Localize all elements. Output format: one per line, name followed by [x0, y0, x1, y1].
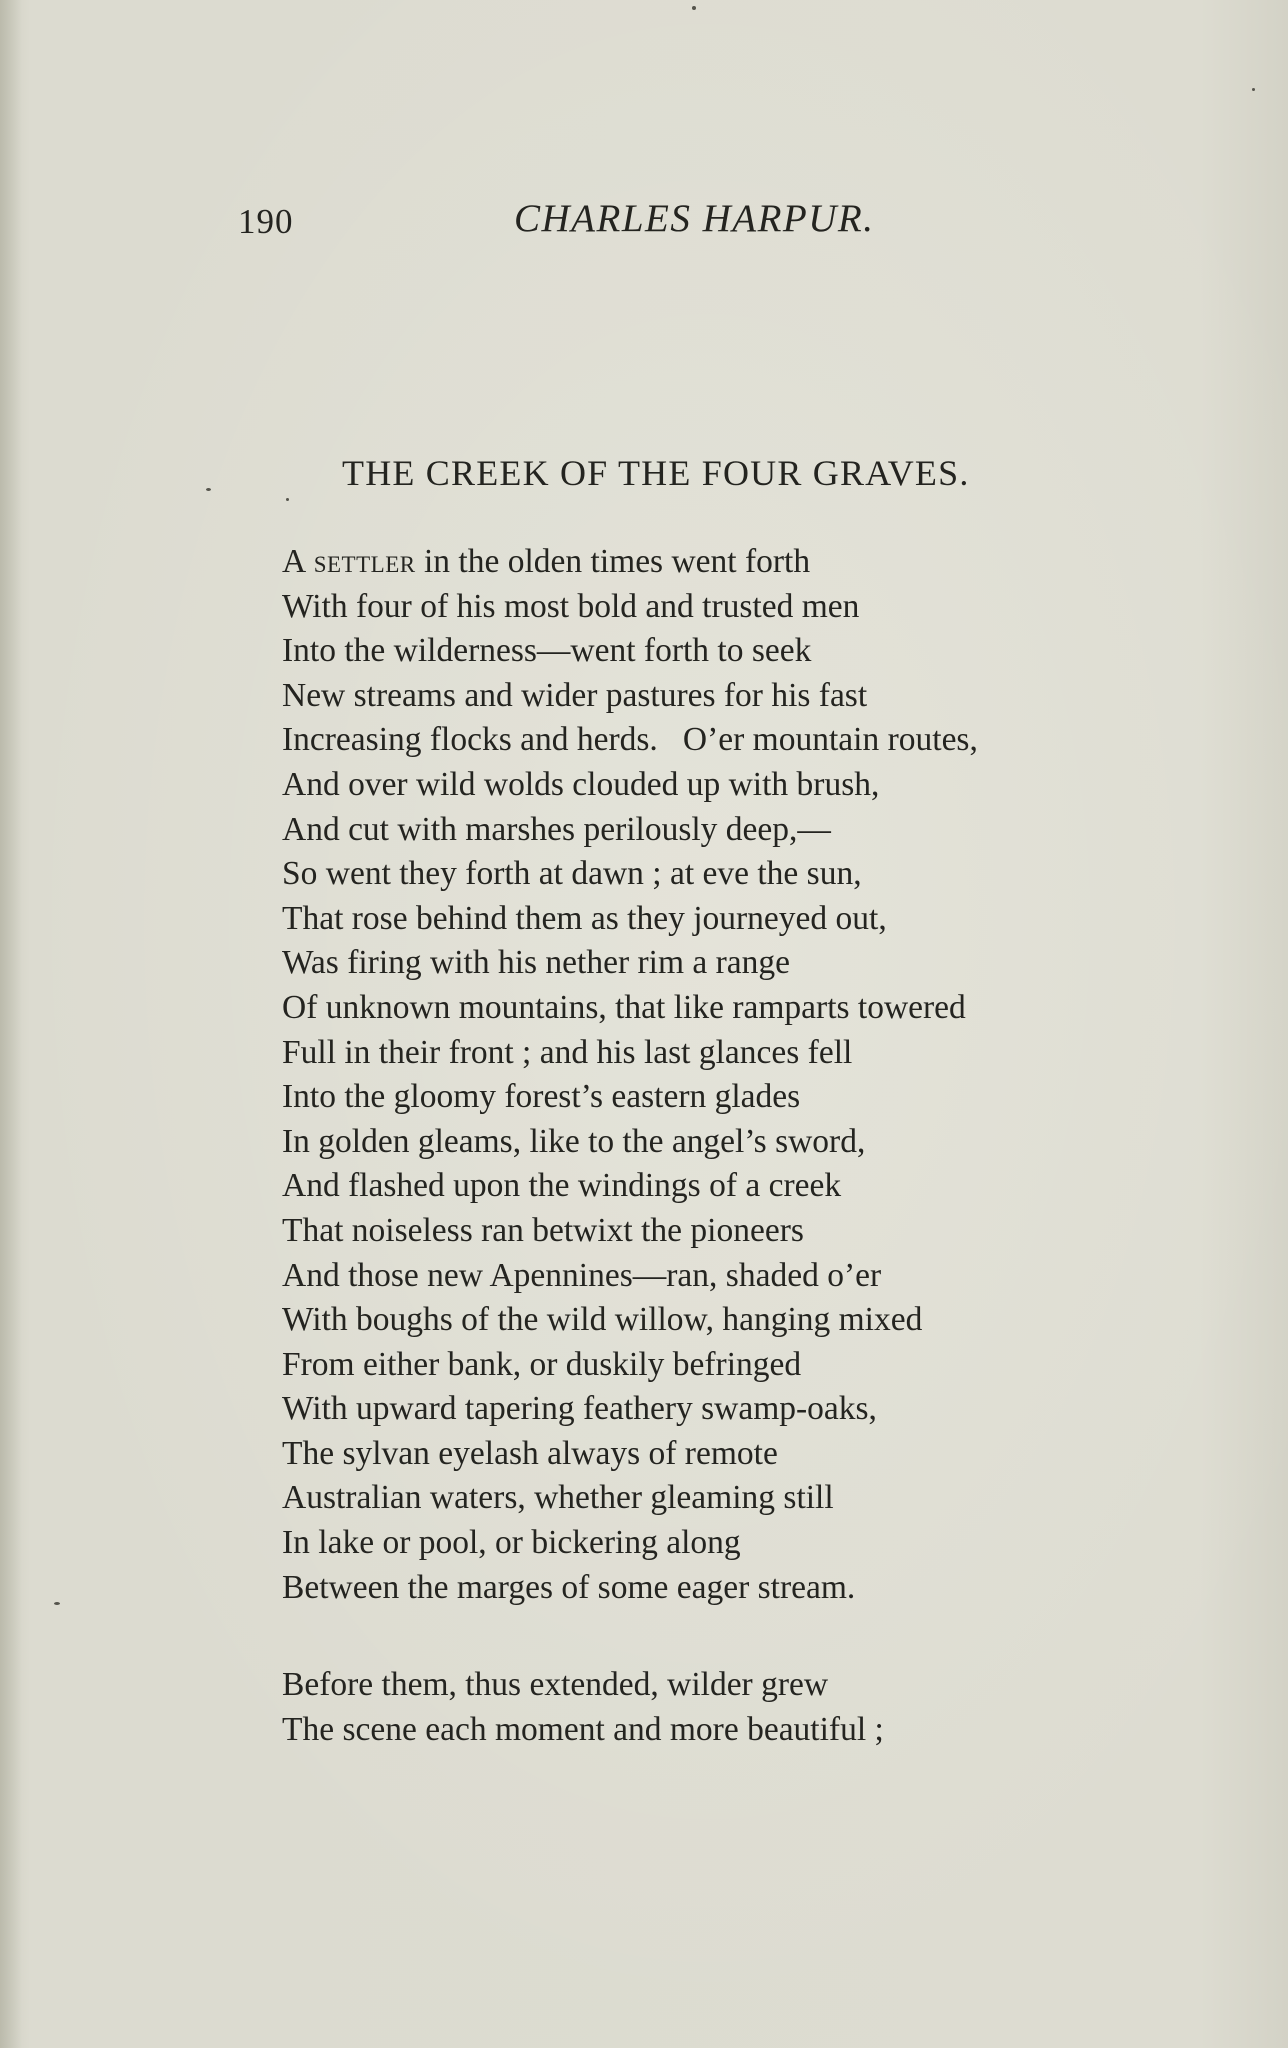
poem-line: Before them, thus extended, wilder grew	[282, 1666, 829, 1704]
poem-line: New streams and wider pastures for his fast	[282, 676, 868, 714]
poem-line: With boughs of the wild willow, hanging mixed	[282, 1301, 923, 1339]
paper-speck	[1252, 88, 1255, 91]
page-number: 190	[238, 202, 294, 241]
poem-line: From either bank, or duskily befringed	[282, 1345, 802, 1383]
running-title: CHARLES HARPUR.	[514, 197, 875, 240]
opening-small-caps: A settler	[282, 543, 416, 580]
poem-line: And flashed upon the windings of a creek	[282, 1167, 842, 1205]
running-head	[0, 196, 1288, 256]
stanza-2	[282, 1663, 1242, 1752]
stanza-1	[282, 540, 1242, 1610]
poem-line: In golden gleams, like to the angel’s sword,	[282, 1122, 866, 1160]
poem-line: Of unknown mountains, that like ramparts towered	[282, 988, 966, 1026]
poem-line-text: in the olden times went forth	[415, 543, 811, 580]
poem-line: Into the gloomy forest’s eastern glades	[282, 1078, 801, 1116]
poem-line: And cut with marshes perilously deep,—	[282, 810, 831, 848]
poem-line: And over wild wolds clouded up with brush,	[282, 765, 880, 803]
paper-speck	[206, 488, 211, 491]
paper-speck	[54, 1602, 60, 1605]
paper-speck	[692, 6, 696, 10]
poem-title: THE CREEK OF THE FOUR GRAVES.	[342, 453, 970, 493]
poem-line: That rose behind them as they journeyed out,	[282, 899, 887, 937]
poem-line: Increasing flocks and herds. O’er mountain routes,	[282, 721, 978, 759]
poem-line: And those new Apennines—ran, shaded o’er	[282, 1256, 882, 1294]
poem-line: Full in their front ; and his last glances fell	[282, 1033, 853, 1071]
paper-speck	[286, 498, 289, 501]
poem-line: The sylvan eyelash always of remote	[282, 1434, 778, 1472]
poem-line: In lake or pool, or bickering along	[282, 1524, 741, 1562]
poem-line: With upward tapering feathery swamp-oaks,	[282, 1390, 877, 1428]
poem-line: Australian waters, whether gleaming still	[282, 1479, 834, 1517]
poem-line	[282, 540, 1242, 585]
page-gutter-shadow	[0, 0, 22, 2048]
poem-line: So went they forth at dawn ; at eve the sun,	[282, 855, 862, 893]
poem-line: Was firing with his nether rim a range	[282, 944, 791, 982]
poem-line: That noiseless ran betwixt the pioneers	[282, 1211, 804, 1249]
poem-line: The scene each moment and more beautiful ;	[282, 1710, 884, 1748]
poem-line: With four of his most bold and trusted men	[282, 587, 860, 625]
poem-body	[282, 540, 1242, 1752]
poem-line: Into the wilderness—went forth to seek	[282, 632, 812, 670]
poem-line: Between the marges of some eager stream.	[282, 1568, 856, 1606]
